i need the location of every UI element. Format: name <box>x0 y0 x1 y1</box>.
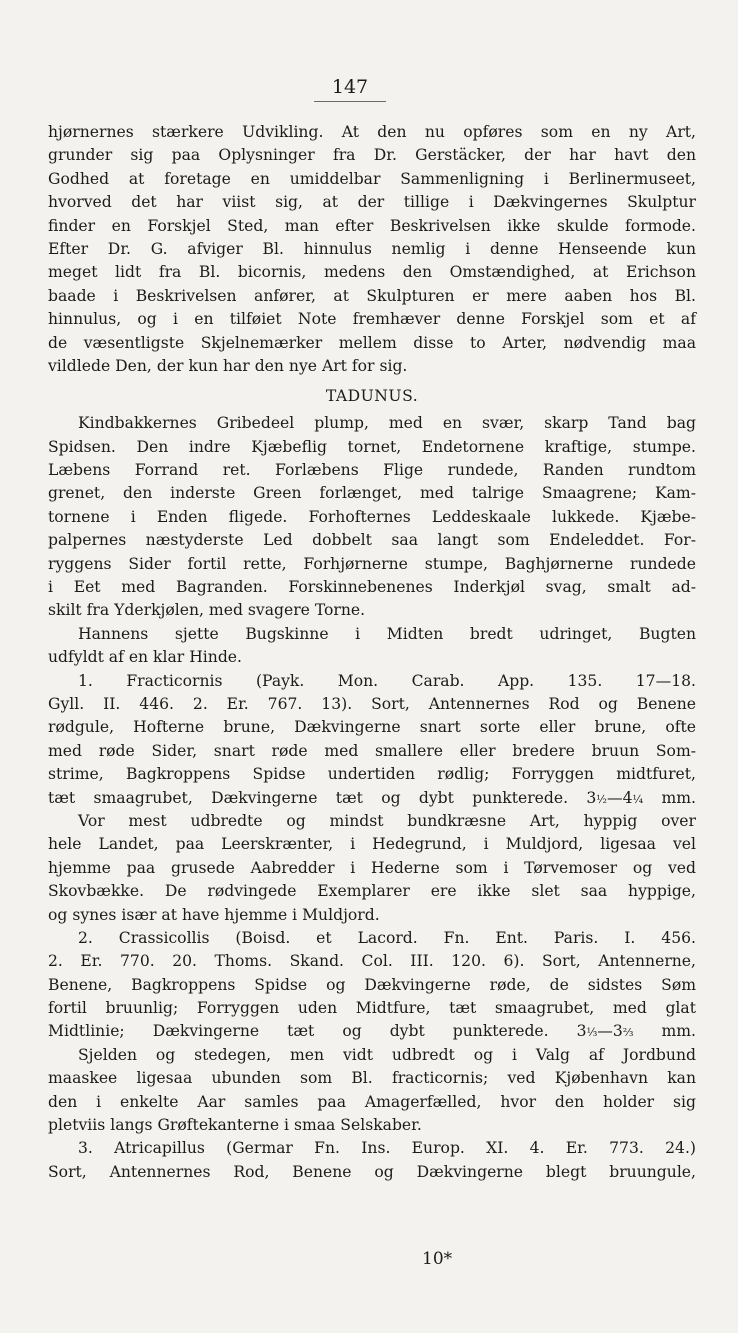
text-line: maaskee ligesaa ubunden som Bl. fracticornis; ved Kjøbenhavn kan <box>48 1069 696 1088</box>
text-line: Godhed at foretage en umiddelbar Sammenligning i Berlinermuseet, <box>48 169 696 188</box>
text-line: Spidsen. Den indre Kjæbeflig tornet, Endetornene kraftige, stumpe. <box>48 437 696 456</box>
text-line: palpernes næstyderste Led dobbelt saa langt som Endeleddet. For- <box>48 531 696 550</box>
text-line: rødgule, Hofterne brune, Dækvingerne snart sorte eller brune, ofte <box>48 718 696 737</box>
text-line: hjemme paa grusede Aabredder i Hederne som i Tørvemoser og ved <box>48 858 696 877</box>
text-line: udfyldt af en klar Hinde. <box>48 648 242 667</box>
text-line: vildlede Den, der kun har den nye Art for sig. <box>48 356 408 375</box>
species-title-line: 2. Crassicollis (Boisd. et Lacord. Fn. Ent. Paris. I. 456. <box>78 928 696 947</box>
size-range: 3½—4¼ <box>586 788 644 807</box>
text-line: fortil bruunlig; Forryggen uden Midtfure, tæt smaagrubet, med glat <box>48 999 696 1018</box>
male-description <box>48 623 696 670</box>
text-line: Gyll. II. 446. 2. Er. 767. 13). Sort, Antennernes Rod og Benene <box>48 694 696 713</box>
text-line: den i enkelte Aar samles paa Amagerfælled, hvor den holder sig <box>48 1092 696 1111</box>
text-line: meget lidt fra Bl. bicornis, medens den Omstændighed, at Erichson <box>48 263 696 282</box>
text-line: hvorved det har viist sig, at der tillige i Dækvingernes Skulptur <box>48 193 696 212</box>
text-line: de væsentligste Skjelnemærker mellem disse to Arter, nødvendig maa <box>48 333 696 352</box>
text-line: Læbens Forrand ret. Forlæbens Flige rundede, Randen rundtom <box>48 461 696 480</box>
text-line: strime, Bagkroppens Spidse undertiden rødlig; Forryggen midtfuret, <box>48 765 696 784</box>
text-line: Sjelden og stedegen, men vidt udbredt og i Valg af Jordbund <box>78 1045 696 1064</box>
text-line: hjørnernes stærkere Udvikling. At den nu opføres som en ny Art, <box>48 123 696 141</box>
species-crassicollis <box>48 927 696 1138</box>
species-title-line: 3. Atricapillus (Germar Fn. Ins. Europ. XI. 4. Er. 773. 24.) <box>78 1139 696 1158</box>
text-line: skilt fra Yderkjølen, med svagere Torne. <box>48 601 366 620</box>
text-line: Efter Dr. G. afviger Bl. hinnulus nemlig i denne Henseende kun <box>48 239 696 258</box>
page-number: 147 <box>331 76 369 98</box>
text-line: hinnulus, og i en tilføiet Note fremhæver denne Forskjel som et af <box>48 310 696 329</box>
paragraph-intro <box>48 121 696 378</box>
body-text <box>48 121 696 1184</box>
text-line: hele Landet, paa Leerskrænter, i Hedegrund, i Muldjord, ligesaa vel <box>48 835 696 854</box>
size-range: 3⅓—3⅔ <box>576 1022 634 1041</box>
text-line: pletviis langs Grøftekanterne i smaa Selskaber. <box>48 1116 422 1135</box>
species-title-line: 1. Fracticornis (Payk. Mon. Carab. App. 135. 17—18. <box>78 671 696 690</box>
text-line: 2. Er. 770. 20. Thoms. Skand. Col. III. 120. 6). Sort, Antennerne, <box>48 952 696 971</box>
text-line: Skovbække. De rødvingede Exemplarer ere ikke slet saa hyppige, <box>48 882 696 901</box>
text-line: grunder sig paa Oplysninger fra Dr. Gerstäcker, der har havt den <box>48 146 696 165</box>
text-line: og synes især at have hjemme i Muldjord. <box>48 905 380 924</box>
species-fracticornis <box>48 670 696 927</box>
text-line: Benene, Bagkroppens Spidse og Dækvingerne røde, de sidstes Søm <box>48 975 696 994</box>
text-line: i Eet med Bagranden. Forskinnebenenes Inderkjøl svag, smalt ad- <box>48 578 696 597</box>
size-line: tæt smaagrubet, Dækvingerne tæt og dybt punkterede. 3½—4¼ mm. <box>48 788 696 807</box>
genus-heading: TADUNUS. <box>325 387 419 406</box>
species-atricapillus <box>48 1137 696 1184</box>
text-line: finder en Forskjel Sted, man efter Beskrivelsen ikke skulde formode. <box>48 216 696 235</box>
genus-description <box>48 412 696 623</box>
text-line: Vor mest udbredte og mindst bundkræsne Art, hyppig over <box>78 811 696 830</box>
printer-signature: 10* <box>422 1249 453 1269</box>
text-line: Hannens sjette Bugskinne i Midten bredt udringet, Bugten <box>78 624 696 643</box>
size-line: Midtlinie; Dækvingerne tæt og dybt punkterede. 3⅓—3⅔ mm. <box>48 1022 696 1041</box>
text-line: tornene i Enden fligede. Forhofternes Leddeskaale lukkede. Kjæbe- <box>48 507 696 526</box>
text-line: Kindbakkernes Gribedeel plump, med en svær, skarp Tand bag <box>78 414 696 433</box>
text-line: baade i Beskrivelsen anfører, at Skulpturen er mere aaben hos Bl. <box>48 286 696 305</box>
page-number-rule <box>314 101 386 102</box>
text-line: med røde Sider, snart røde med smallere eller bredere bruun Som- <box>48 741 696 760</box>
text-line: grenet, den inderste Green forlænget, med talrige Smaagrene; Kam- <box>48 484 696 503</box>
text-line: Sort, Antennernes Rod, Benene og Dækvingerne blegt bruungule, <box>48 1162 696 1181</box>
text-line: ryggens Sider fortil rette, Forhjørnerne stumpe, Baghjørnerne rundede <box>48 554 696 573</box>
